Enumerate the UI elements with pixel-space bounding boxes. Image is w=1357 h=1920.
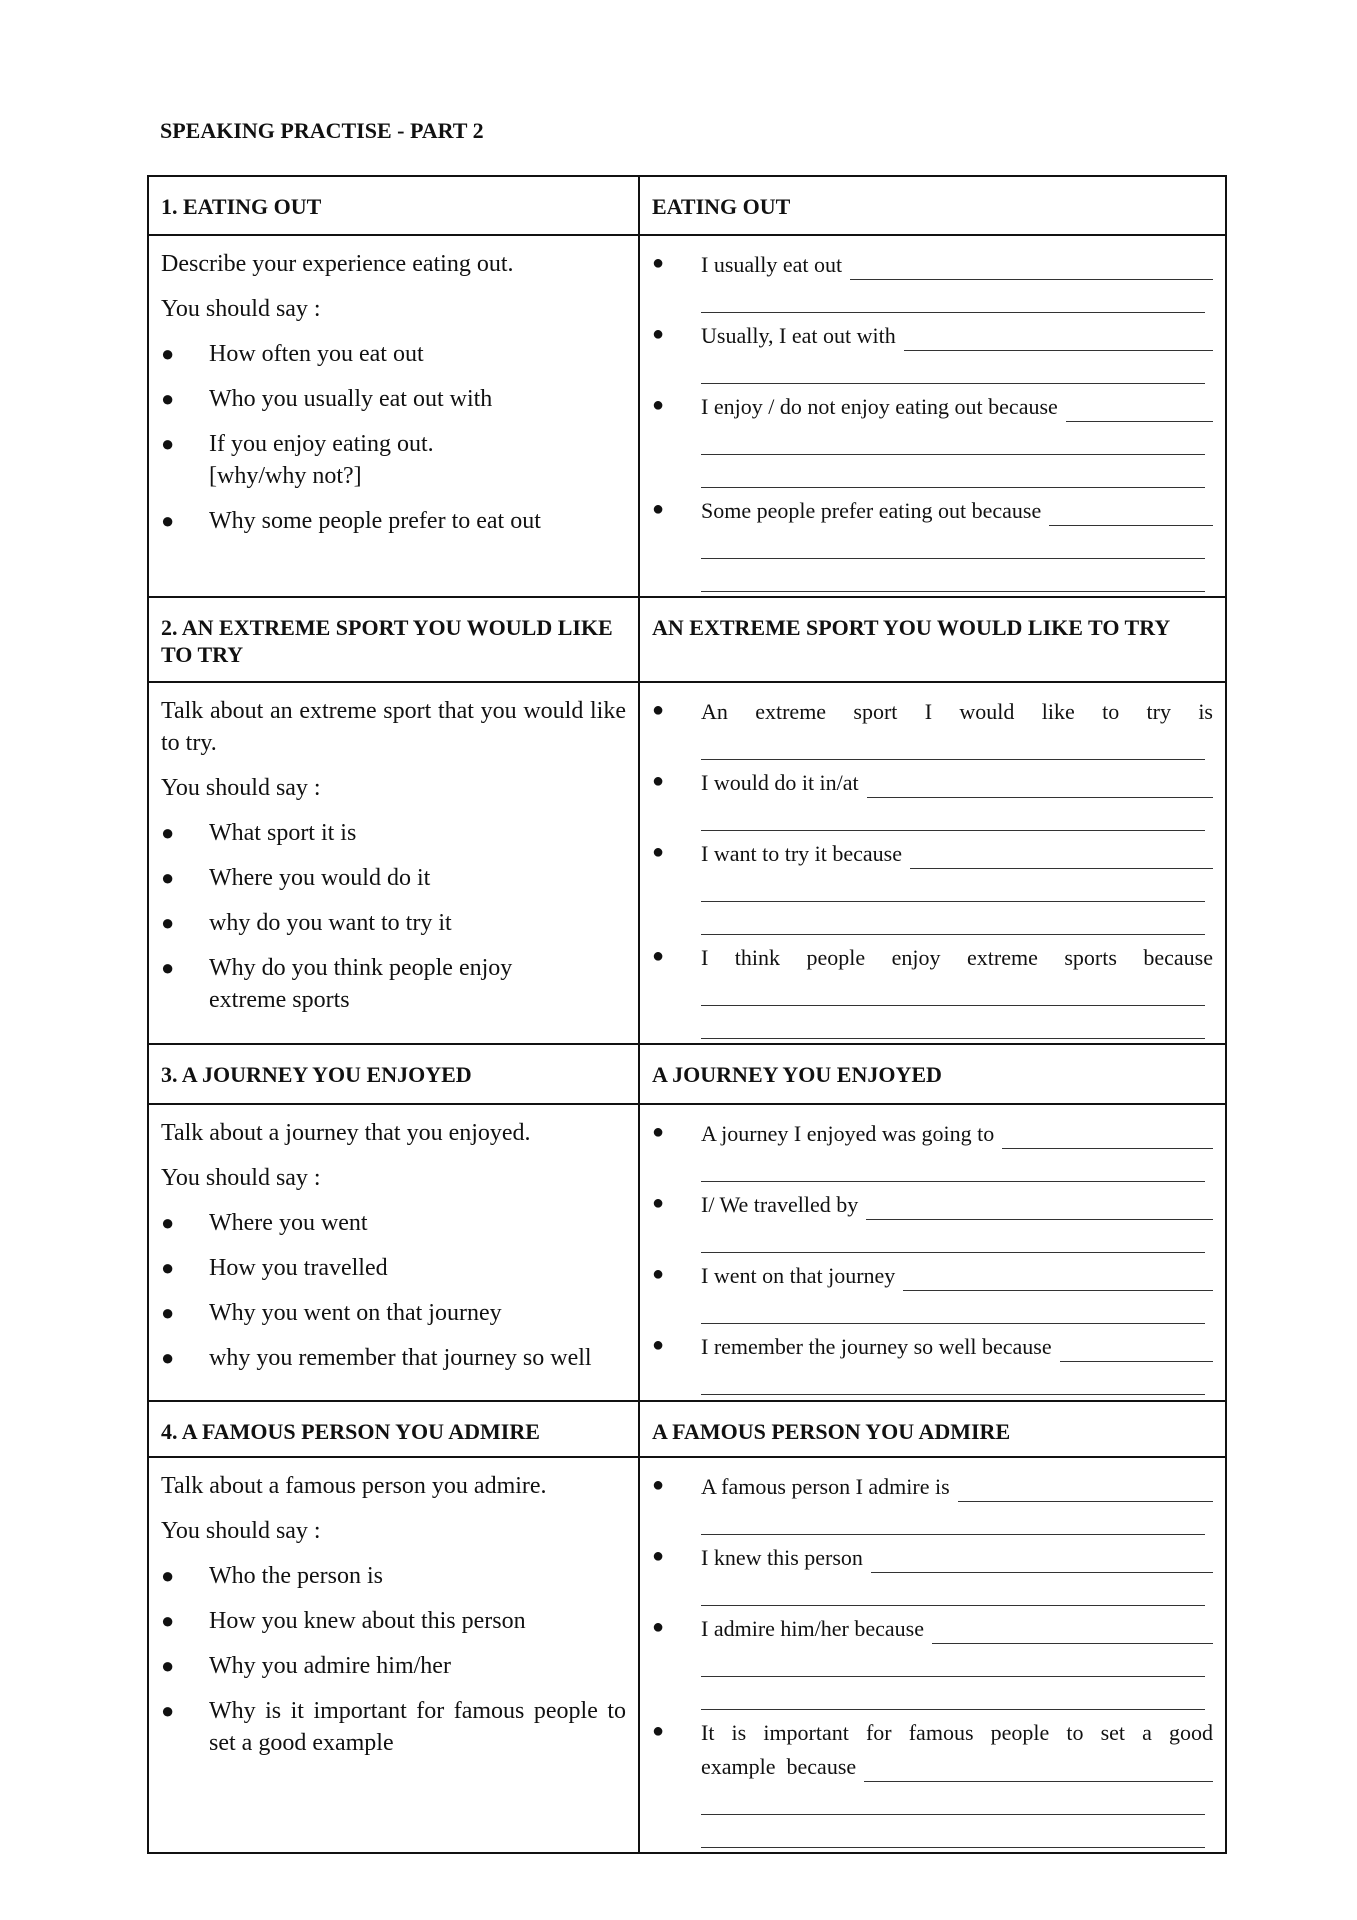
answer-body <box>701 1610 1213 1710</box>
bullet-icon: ● <box>652 699 665 721</box>
cue-point <box>161 1207 626 1239</box>
bullet-icon: ● <box>161 955 175 980</box>
answer-blank-input[interactable] <box>903 1264 1213 1291</box>
cue-point <box>161 505 626 537</box>
answer-sentence <box>701 1186 1213 1220</box>
cue-card <box>148 235 639 597</box>
bullet-icon: ● <box>161 431 175 456</box>
answer-body <box>701 1714 1213 1848</box>
cue-point <box>161 428 626 492</box>
cue-point <box>161 862 626 894</box>
cue-point <box>161 338 626 370</box>
bullet-icon: ● <box>652 1192 665 1214</box>
answer-blank-input[interactable] <box>867 771 1213 798</box>
bullet-icon: ● <box>161 1563 175 1588</box>
answer-prompt-text: I went on that journey <box>701 1263 896 1288</box>
cue-point <box>161 907 626 939</box>
answer-blank-line[interactable] <box>701 280 1205 313</box>
cue-point <box>161 817 626 849</box>
cue-point <box>161 1297 626 1329</box>
answer-body <box>701 1186 1213 1253</box>
answer-frame <box>652 1328 1213 1395</box>
cue-point <box>161 1560 626 1592</box>
answer-frames <box>639 235 1226 597</box>
answer-sentence <box>701 492 1213 526</box>
cue-prompt: Talk about a famous person you admire. <box>161 1473 547 1499</box>
bullet-icon: ● <box>652 1474 665 1496</box>
answer-sentence <box>701 317 1213 351</box>
answer-body <box>701 1257 1213 1324</box>
cue-point-text: Why you admire him/her <box>209 1653 451 1679</box>
bullet-icon: ● <box>161 1653 175 1678</box>
section-title-left: 4. A FAMOUS PERSON YOU ADMIRE <box>148 1401 639 1457</box>
answer-blank-line[interactable] <box>701 869 1205 902</box>
answer-blank-line[interactable] <box>701 1291 1205 1324</box>
cue-point-text: Who you usually eat out with <box>209 386 493 412</box>
cue-point-text: why do you want to try it <box>209 910 452 936</box>
answer-prompt-text: Some people prefer eating out because <box>701 498 1042 523</box>
bullet-icon: ● <box>161 386 175 411</box>
answer-prompt-text: I knew this person <box>701 1545 863 1570</box>
answer-body <box>701 388 1213 488</box>
cue-point-text: Who the person is <box>209 1563 383 1589</box>
cue-point <box>161 1252 626 1284</box>
answer-blank-input[interactable] <box>864 1755 1213 1782</box>
cue-point-text: Why some people prefer to eat out <box>209 508 541 534</box>
answer-body <box>701 693 1213 760</box>
section-title-right: AN EXTREME SPORT YOU WOULD LIKE TO TRY <box>639 597 1226 682</box>
cue-point-text: Why do you think people enjoy extreme sports <box>209 955 513 1013</box>
answer-sentence <box>701 1328 1213 1362</box>
bullet-icon: ● <box>652 1616 665 1638</box>
answer-blank-line[interactable] <box>701 1006 1205 1039</box>
bullet-icon: ● <box>652 1334 665 1356</box>
answer-blank-input[interactable] <box>1066 395 1213 422</box>
bullet-icon: ● <box>161 1698 175 1723</box>
answer-frame <box>652 1610 1213 1710</box>
page-title: SPEAKING PRACTISE - PART 2 <box>160 118 484 143</box>
answer-frame <box>652 1186 1213 1253</box>
answer-blank-line[interactable] <box>701 559 1205 592</box>
answer-frames <box>639 1457 1226 1853</box>
answer-prompt-text: An extreme sport I would like to try is <box>701 699 1213 724</box>
section-header-row <box>148 1401 1226 1457</box>
answer-prompt-text: A journey I enjoyed was going to <box>701 1121 995 1146</box>
answer-frame <box>652 388 1213 488</box>
section-title-left: 3. A JOURNEY YOU ENJOYED <box>148 1044 639 1104</box>
bullet-icon: ● <box>652 498 665 520</box>
answer-blank-line[interactable] <box>701 973 1205 1006</box>
answer-blank-input[interactable] <box>1060 1335 1213 1362</box>
should-say-label: You should say : <box>161 1165 321 1191</box>
section-title-right: EATING OUT <box>639 176 1226 235</box>
answer-frame <box>652 1714 1213 1848</box>
answer-frame <box>652 1539 1213 1606</box>
answer-blank-line[interactable] <box>701 1815 1205 1848</box>
cue-card <box>148 1457 639 1853</box>
answer-blank-line[interactable] <box>701 526 1205 559</box>
answer-prompt-text: I/ We travelled by <box>701 1192 859 1217</box>
answer-frame <box>652 693 1213 760</box>
cue-point <box>161 383 626 415</box>
answer-sentence <box>701 1610 1213 1644</box>
bullet-icon: ● <box>161 910 175 935</box>
cue-point <box>161 1342 626 1374</box>
bullet-icon: ● <box>652 1121 665 1143</box>
cue-point-text: Where you would do it <box>209 865 431 891</box>
cue-prompt: Talk about an extreme sport that you would like to try. <box>161 698 626 756</box>
answer-blank-line[interactable] <box>701 1220 1205 1253</box>
bullet-icon: ● <box>161 508 175 533</box>
answer-blank-line[interactable] <box>701 1782 1205 1815</box>
answer-sentence <box>701 1115 1213 1149</box>
answer-frames <box>639 682 1226 1044</box>
cue-point-text: Where you went <box>209 1210 368 1236</box>
answer-prompt-text: I admire him/her because <box>701 1616 924 1641</box>
answer-prompt-text: A famous person I admire is <box>701 1474 950 1499</box>
answer-blank-line[interactable] <box>701 455 1205 488</box>
answer-blank-line[interactable] <box>701 351 1205 384</box>
bullet-icon: ● <box>652 323 665 345</box>
cue-point-text: How often you eat out <box>209 341 424 367</box>
bullet-icon: ● <box>652 770 665 792</box>
answer-sentence <box>701 1539 1213 1573</box>
cue-point <box>161 1650 626 1682</box>
answer-blank-line[interactable] <box>701 1644 1205 1677</box>
answer-body <box>701 1468 1213 1535</box>
cue-point <box>161 1695 626 1759</box>
answer-frame <box>652 835 1213 935</box>
cue-card <box>148 682 639 1044</box>
answer-blank-input[interactable] <box>1002 1122 1213 1149</box>
answer-body <box>701 246 1213 313</box>
answer-sentence <box>701 764 1213 798</box>
answer-body <box>701 835 1213 935</box>
bullet-icon: ● <box>161 1255 175 1280</box>
answer-frame <box>652 246 1213 313</box>
bullet-icon: ● <box>161 1608 175 1633</box>
answer-prompt-text: I usually eat out <box>701 252 843 277</box>
answer-body <box>701 1539 1213 1606</box>
answer-sentence <box>701 1468 1213 1502</box>
cue-point-text: Why you went on that journey <box>209 1300 502 1326</box>
should-say-label: You should say : <box>161 775 321 801</box>
answer-sentence <box>701 939 1213 973</box>
answer-body <box>701 1328 1213 1395</box>
answer-blank-input[interactable] <box>958 1475 1213 1502</box>
answer-blank-input[interactable] <box>910 842 1213 869</box>
section-body-row <box>148 1104 1226 1401</box>
answer-body <box>701 1115 1213 1182</box>
answer-blank-line[interactable] <box>701 1149 1205 1182</box>
bullet-icon: ● <box>652 1263 665 1285</box>
bullet-icon: ● <box>652 394 665 416</box>
answer-sentence <box>701 1714 1213 1748</box>
answer-blank-input[interactable] <box>871 1546 1213 1573</box>
section-title-left: 2. AN EXTREME SPORT YOU WOULD LIKE TO TRY <box>148 597 639 682</box>
answer-blank-line[interactable] <box>701 1502 1205 1535</box>
answer-blank-input[interactable] <box>932 1617 1213 1644</box>
cue-point-text: How you travelled <box>209 1255 388 1281</box>
section-header-row <box>148 176 1226 235</box>
answer-prompt-text: I would do it in/at <box>701 770 859 795</box>
section-header-row <box>148 597 1226 682</box>
answer-frame <box>652 1257 1213 1324</box>
answer-sentence <box>701 246 1213 280</box>
cue-prompt: Talk about a journey that you enjoyed. <box>161 1120 531 1146</box>
answer-blank-input[interactable] <box>904 324 1213 351</box>
section-title-right: A JOURNEY YOU ENJOYED <box>639 1044 1226 1104</box>
answer-blank-input[interactable] <box>850 253 1213 280</box>
answer-sentence <box>701 1748 1213 1782</box>
cue-point-text: Why is it important for famous people to set a good example <box>209 1698 626 1756</box>
answer-blank-line[interactable] <box>701 1573 1205 1606</box>
answer-sentence <box>701 693 1213 727</box>
section-header-row <box>148 1044 1226 1104</box>
section-title-right: A FAMOUS PERSON YOU ADMIRE <box>639 1401 1226 1457</box>
section-body-row <box>148 682 1226 1044</box>
bullet-icon: ● <box>652 1720 665 1742</box>
answer-prompt-text: example because <box>701 1754 857 1779</box>
bullet-icon: ● <box>161 1300 175 1325</box>
cue-card <box>148 1104 639 1401</box>
answer-body <box>701 764 1213 831</box>
answer-blank-line[interactable] <box>701 422 1205 455</box>
cue-point-text: why you remember that journey so well <box>209 1345 592 1371</box>
bullet-icon: ● <box>161 820 175 845</box>
answer-frame <box>652 492 1213 592</box>
cue-prompt: Describe your experience eating out. <box>161 251 514 277</box>
section-title-left: 1. EATING OUT <box>148 176 639 235</box>
bullet-icon: ● <box>652 841 665 863</box>
answer-frame <box>652 939 1213 1039</box>
answer-blank-line[interactable] <box>701 798 1205 831</box>
section-body-row <box>148 235 1226 597</box>
answer-blank-line[interactable] <box>701 1362 1205 1395</box>
answer-body <box>701 492 1213 592</box>
answer-blank-line[interactable] <box>701 902 1205 935</box>
answer-frame <box>652 317 1213 384</box>
cue-point-text: What sport it is <box>209 820 357 846</box>
answer-body <box>701 939 1213 1039</box>
bullet-icon: ● <box>652 945 665 967</box>
answer-blank-line[interactable] <box>701 727 1205 760</box>
cue-point-text: How you knew about this person <box>209 1608 526 1634</box>
answer-prompt-text: I think people enjoy extreme sports because <box>701 945 1213 970</box>
cue-point <box>161 1605 626 1637</box>
answer-frame <box>652 1115 1213 1182</box>
answer-sentence <box>701 1257 1213 1291</box>
answer-blank-input[interactable] <box>866 1193 1213 1220</box>
cue-point-text: If you enjoy eating out. [why/why not?] <box>209 431 434 489</box>
bullet-icon: ● <box>161 1345 175 1370</box>
bullet-icon: ● <box>652 1545 665 1567</box>
bullet-icon: ● <box>161 341 175 366</box>
bullet-icon: ● <box>161 1210 175 1235</box>
answer-frames <box>639 1104 1226 1401</box>
answer-prompt-text: I want to try it because <box>701 841 902 866</box>
section-body-row <box>148 1457 1226 1853</box>
answer-prompt-text: I enjoy / do not enjoy eating out because <box>701 394 1058 419</box>
bullet-icon: ● <box>652 252 665 274</box>
bullet-icon: ● <box>161 865 175 890</box>
answer-prompt-text: Usually, I eat out with <box>701 323 896 348</box>
answer-body <box>701 317 1213 384</box>
answer-frame <box>652 764 1213 831</box>
speaking-practice-table <box>147 175 1227 1854</box>
answer-prompt-text: I remember the journey so well because <box>701 1334 1052 1359</box>
answer-prompt-text: It is important for famous people to set a good <box>701 1720 1213 1745</box>
answer-sentence <box>701 388 1213 422</box>
should-say-label: You should say : <box>161 1518 321 1544</box>
answer-sentence <box>701 835 1213 869</box>
answer-frame <box>652 1468 1213 1535</box>
cue-point <box>161 952 626 1016</box>
should-say-label: You should say : <box>161 296 321 322</box>
answer-blank-input[interactable] <box>1049 499 1213 526</box>
answer-blank-line[interactable] <box>701 1677 1205 1710</box>
